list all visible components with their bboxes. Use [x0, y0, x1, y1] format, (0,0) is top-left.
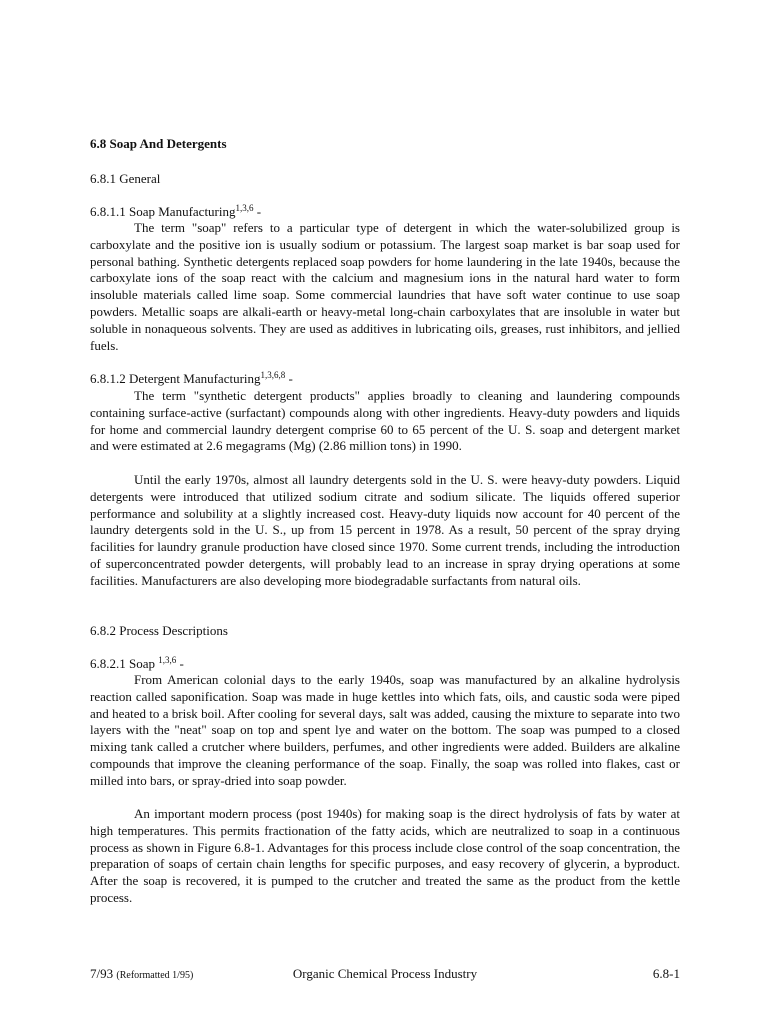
footer-date-text: 7/93 — [90, 966, 114, 981]
heading-text: 6.8.1.2 Detergent Manufacturing — [90, 371, 261, 386]
paragraph-soap-manufacturing — [90, 220, 680, 354]
paragraph-detergent-manufacturing — [90, 388, 680, 455]
paragraph-modern-process — [90, 806, 680, 907]
reference-superscript: 1,3,6 — [235, 203, 254, 213]
paragraph-text: An important modern process (post 1940s) for making soap is the direct hydrolysis of fats by water at high temperatures. This permits fractionation of the fatty acids, which are neutralized to soap in a continuous process as shown in Figure 6.8-1. Advantages for this process include close control of the soap concentration, the preparation of soaps of certain chain lengths for specific purposes, and easy recovery of glycerin, a byproduct. After the soap is recovered, it is pumped to the crutcher and treated the same as the product from the kettle process. — [90, 806, 680, 905]
paragraph-text: From American colonial days to the early 1940s, soap was manufactured by an alkaline hydrolysis reaction called saponification. Soap was made in huge kettles into which fats, oils, and caustic soda were piped and heated to a brisk boil. After cooling for several days, salt was added, causing the mixture to separate into two layers with the "neat" soap on top and spent lye and water on the bottom. The soap was pumped to a closed mixing tank called a crutcher where builders, perfumes, and other ingredients were added. Builders are alkaline compounds that improve the cleaning performance of the soap. Finally, the soap was rolled into flakes, cast or milled into bars, or spray-dried into soap powder. — [90, 672, 680, 788]
footer-page-number: 6.8-1 — [652, 966, 680, 981]
paragraph-detergent-trends — [90, 472, 680, 590]
paragraph-text: The term "synthetic detergent products" applies broadly to cleaning and laundering compounds containing surface-active (surfactant) compounds along with other ingredients. Heavy-duty powders and liquids for home and commercial laundry detergent comprise 60 to 65 percent of the U. S. soap and detergent market and were estimated at 2.6 megagrams (Mg) (2.86 million tons) in 1990. — [90, 388, 680, 454]
heading-dash: - — [253, 204, 262, 219]
paragraph-kettle-process — [90, 672, 680, 790]
subsection-process-descriptions: 6.8.2 Process Descriptions — [90, 623, 228, 638]
heading-text: 6.8.2.1 Soap — [90, 656, 159, 671]
heading-soap-process — [90, 656, 184, 672]
reference-superscript: 1,3,6,8 — [260, 370, 286, 380]
heading-dash: - — [285, 371, 293, 386]
paragraph-text: The term "soap" refers to a particular type of detergent in which the water-solubilized group is carboxylate and the positive ion is usually sodium or potassium. The largest soap market is bar soap used for personal bathing. Synthetic detergents replaced soap powders for home laundering in the late 1940s, because the carboxylate ions of the soap react with the calcium and magnesium ions in the natural hard water to form insoluble materials called lime soap. Some commercial laundries that have soft water continue to use soap powders. Metallic soaps are alkali-earth or heavy-metal long-chain carboxylates that are insoluble in water but soluble in nonaqueous solvents. They are used as additives in lubricating oils, greases, rust inhibitors, and jellied fuels. — [90, 220, 680, 353]
heading-soap-manufacturing — [90, 204, 261, 220]
heading-detergent-manufacturing — [90, 371, 293, 387]
reference-superscript: 1,3,6 — [158, 655, 177, 665]
paragraph-text: Until the early 1970s, almost all laundry detergents sold in the U. S. were heavy-duty powders. Liquid detergents were introduced that utilized sodium citrate and sodium silicate. The liquids offered superior performance and solubility at a slightly increased cost. Heavy-duty liquids now account for 40 percent of the laundry detergents sold in the U. S., up from 15 percent in 1978. As a result, 50 percent of the spray drying facilities for laundry granule production have closed since 1970. Some current trends, including the introduction of superconcentrated powder detergents, will probably lead to an increase in spray drying operations at some facilities. Manufacturers are also developing more biodegradable surfactants from natural oils. — [90, 472, 680, 588]
section-title: 6.8 Soap And Detergents — [90, 136, 227, 151]
subsection-general: 6.8.1 General — [90, 171, 161, 186]
heading-dash: - — [176, 656, 184, 671]
footer-reformatted: (Reformatted 1/95) — [116, 970, 194, 981]
footer-title: Organic Chemical Process Industry — [292, 966, 478, 981]
heading-text: 6.8.1.1 Soap Manufacturing — [90, 204, 236, 219]
